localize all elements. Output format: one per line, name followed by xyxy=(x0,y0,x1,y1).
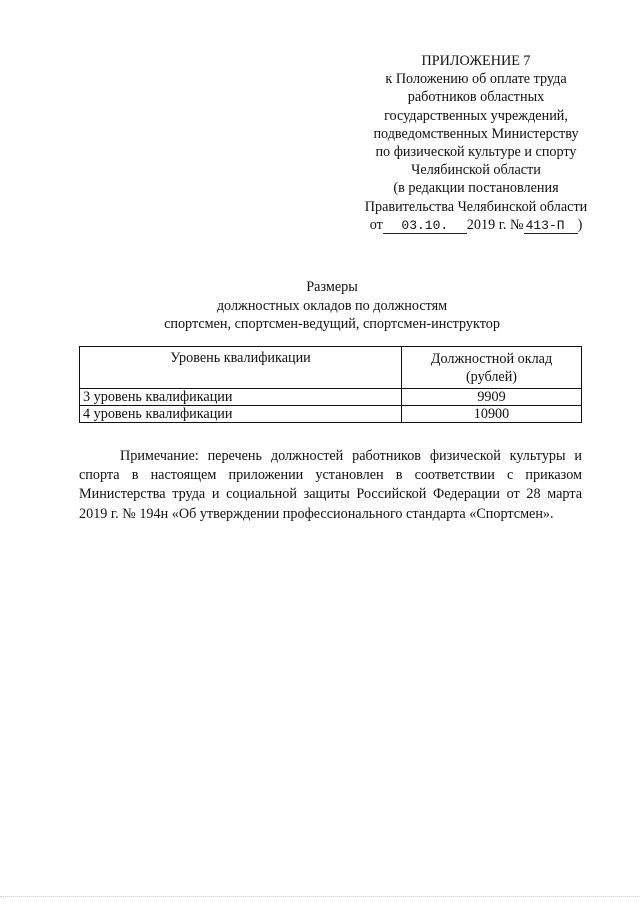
appendix-line: государственных учреждений, xyxy=(384,107,568,124)
appendix-line: (в редакции постановления xyxy=(393,180,559,197)
table-header-row xyxy=(80,347,582,389)
header-salary xyxy=(402,347,582,389)
document-title xyxy=(0,278,640,334)
appendix-line: работников областных xyxy=(407,89,545,106)
appendix-header xyxy=(330,52,622,234)
salary-cell: 9909 xyxy=(402,389,582,406)
salary-table xyxy=(79,346,582,423)
header-qualification-level: Уровень квалификации xyxy=(80,347,402,389)
resolution-date-line xyxy=(330,216,622,234)
qualification-level-cell: 3 уровень квалификации xyxy=(80,389,402,406)
appendix-line: по физической культуре и спорту xyxy=(375,144,577,161)
appendix-line: ПРИЛОЖЕНИЕ 7 xyxy=(421,53,531,69)
scan-artifact-line xyxy=(0,896,640,899)
appendix-line: Челябинской области xyxy=(411,162,541,179)
header-salary-line-2: (рублей) xyxy=(465,369,518,385)
closing-paren: ) xyxy=(577,216,583,233)
appendix-line: Правительства Челябинской области xyxy=(364,198,588,215)
salary-cell: 10900 xyxy=(402,406,582,423)
date-prefix: от xyxy=(369,216,383,233)
table-row xyxy=(80,389,582,406)
header-salary-line-1: Должностной оклад xyxy=(430,351,553,367)
table-row xyxy=(80,406,582,423)
title-line-3: спортсмен, спортсмен-ведущий, спортсмен-инструктор xyxy=(164,316,500,332)
title-line-1: Размеры xyxy=(306,279,358,295)
qualification-level-cell: 4 уровень квалификации xyxy=(80,406,402,423)
resolution-number-field: 413-П xyxy=(524,219,578,234)
resolution-date-field: 03.10. xyxy=(383,219,467,234)
appendix-line: к Положению об оплате труда xyxy=(385,71,567,88)
note-paragraph: Примечание: перечень должностей работников физической культуры и спорта в настоящем приложении установлен в соответствии с приказом Министерства труда и социальной защиты Российской Федерации от 28 марта 2019 г. № 194н «Об утверждении профессионального стандарта «Спортсмен». xyxy=(79,448,582,522)
appendix-line: подведомственных Министерству xyxy=(373,125,579,142)
title-line-2: должностных окладов по должностям xyxy=(216,297,448,314)
year-number-label: 2019 г. № xyxy=(466,216,524,233)
